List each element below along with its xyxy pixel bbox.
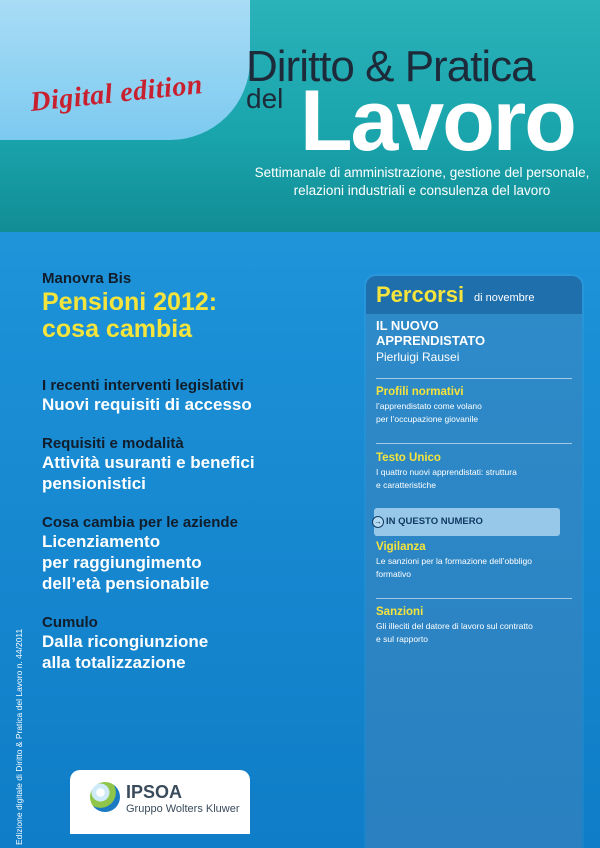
panel-item-line: Gli illeciti del datore di lavoro sul contratto xyxy=(376,621,533,631)
main-headline xyxy=(42,289,302,343)
publisher-group: Gruppo Wolters Kluwer xyxy=(126,803,240,815)
article-title-line: per raggiungimento xyxy=(42,553,202,572)
percorsi-title: Percorsi xyxy=(376,282,465,307)
article-section[interactable] xyxy=(42,435,342,494)
panel-item-body xyxy=(376,400,572,426)
article-title xyxy=(42,394,342,415)
panel-item-line: Le sanzioni per la formazione dell’obbligo xyxy=(376,556,532,566)
article-kicker: Cosa cambia per le aziende xyxy=(42,514,238,531)
article-kicker: Requisiti e modalità xyxy=(42,435,184,452)
main-kicker: Manovra Bis xyxy=(42,270,132,287)
article-section[interactable] xyxy=(42,514,342,594)
edition-label: Digital edition xyxy=(28,69,205,118)
headline-line: cosa cambia xyxy=(42,315,193,343)
masthead-subtitle xyxy=(252,164,592,200)
article-title-line: dell’età pensionabile xyxy=(42,574,210,593)
divider xyxy=(376,598,572,599)
panel-item-body xyxy=(376,555,572,581)
panel-item-line: e sul rapporto xyxy=(376,634,428,644)
percorsi-subtitle: di novembre xyxy=(474,292,535,304)
panel-item-line: I quattro nuovi apprendistati: struttura xyxy=(376,467,517,477)
panel-item-body xyxy=(376,620,572,646)
feature-title-line: APPRENDISTATO xyxy=(376,333,486,348)
cover-main-content xyxy=(42,270,342,673)
article-section[interactable] xyxy=(42,377,342,415)
percorsi-feature-title[interactable] xyxy=(376,318,566,348)
in-questo-numero-bar xyxy=(374,508,560,536)
article-title-line: Licenziamento xyxy=(42,532,161,551)
ipsoa-globe-icon xyxy=(90,782,120,812)
header-light-tab xyxy=(0,0,250,140)
article-title-line: pensionistici xyxy=(42,474,146,493)
panel-item-head: Vigilanza xyxy=(376,541,426,553)
headline-line: Pensioni 2012: xyxy=(42,288,218,316)
panel-item-head: Testo Unico xyxy=(376,452,441,464)
in-questo-numero-label: IN QUESTO NUMERO xyxy=(386,516,483,527)
panel-item-head: Sanzioni xyxy=(376,606,424,618)
panel-item-line: e caratteristiche xyxy=(376,480,436,490)
subtitle-line: relazioni industriali e consulenza del lavoro xyxy=(293,183,551,198)
article-kicker: I recenti interventi legislativi xyxy=(42,377,244,394)
panel-item-line: per l’occupazione giovanile xyxy=(376,414,479,424)
panel-item-line: l’apprendistato come volano xyxy=(376,401,482,411)
article-title-line: alla totalizzazione xyxy=(42,653,186,672)
divider xyxy=(376,378,572,379)
masthead-title-del: del xyxy=(246,83,284,114)
panel-item-body xyxy=(376,466,572,492)
article-title xyxy=(42,452,342,494)
panel-item-line: formativo xyxy=(376,569,411,579)
article-section[interactable] xyxy=(42,614,342,673)
article-kicker: Cumulo xyxy=(42,614,98,631)
panel-item[interactable] xyxy=(376,541,572,581)
masthead-title-top: Diritto & Pratica xyxy=(246,42,535,91)
feature-title-line: IL NUOVO xyxy=(376,318,439,333)
panel-item[interactable] xyxy=(376,606,572,646)
panel-item[interactable] xyxy=(376,386,572,426)
article-title-line: Nuovi requisiti di accesso xyxy=(42,395,252,414)
masthead-title-lavoro: Lavoro xyxy=(300,73,575,169)
panel-item-head: Profili normativi xyxy=(376,386,464,398)
divider xyxy=(376,443,572,444)
article-title-line: Attività usuranti e benefici xyxy=(42,453,255,472)
article-title xyxy=(42,631,342,673)
publisher-name: IPSOA xyxy=(126,782,183,802)
article-title-line: Dalla ricongiunzione xyxy=(42,632,209,651)
percorsi-panel xyxy=(366,276,582,848)
feature-author: Pierluigi Rausei xyxy=(376,350,460,364)
issue-side-label: Edizione digitale di Diritto & Pratica del Lavoro n. 44/2011 xyxy=(14,628,24,845)
arrow-circle-icon: → xyxy=(374,517,382,526)
subtitle-line: Settimanale di amministrazione, gestione del personale, xyxy=(254,165,590,180)
panel-item[interactable] xyxy=(376,452,572,492)
article-title xyxy=(42,531,342,594)
